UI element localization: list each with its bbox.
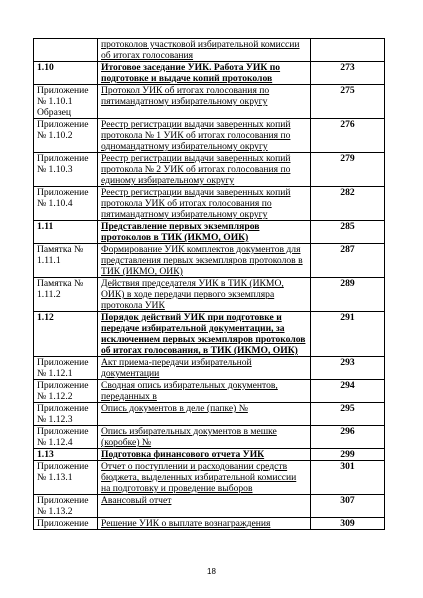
row-page: 287 (311, 244, 385, 278)
section-row (34, 62, 385, 85)
section-row (34, 449, 385, 461)
row-page: 295 (311, 403, 385, 426)
row-page: 291 (311, 312, 385, 357)
row-page: 273 (311, 62, 385, 85)
row-title: Акт приема-передачи избирательной документации (98, 357, 311, 380)
row-title: Опись избирательных документов в мешке (коробке) № (98, 426, 311, 449)
toc-table (33, 38, 385, 530)
row-title: Опись документов в деле (папке) № (98, 403, 311, 426)
row-title: Формирование УИК комплектов документов для представления первых экземпляров протоколов в ТИК (ИКМО, ОИК) (98, 244, 311, 278)
row-code (34, 39, 98, 62)
row-title: Сводная опись избирательных документов, переданных в (98, 380, 311, 403)
row-title: Подготовка финансового отчета УИК (98, 449, 311, 461)
table-row (34, 187, 385, 221)
row-page: 296 (311, 426, 385, 449)
row-page: 282 (311, 187, 385, 221)
row-code: Приложение № 1.10.1 Образец (34, 85, 98, 119)
table-row (34, 426, 385, 449)
row-title: Решение УИК о выплате вознаграждения (98, 518, 311, 530)
row-page: 289 (311, 278, 385, 312)
row-code: 1.13 (34, 449, 98, 461)
row-title: Действия председателя УИК в ТИК (ИКМО, ОИК) в ходе передачи первого экземпляра протокола УИК (98, 278, 311, 312)
row-title: Реестр регистрации выдачи заверенных копий протокола № 1 УИК об итогах голосования по одномандатному избирательному округу (98, 119, 311, 153)
row-page: 309 (311, 518, 385, 530)
row-code: Приложение № 1.12.4 (34, 426, 98, 449)
table-row (34, 85, 385, 119)
row-code: Приложение № 1.12.2 (34, 380, 98, 403)
table-row (34, 357, 385, 380)
row-title: Представление первых экземпляров протоколов в ТИК (ИКМО, ОИК) (98, 221, 311, 244)
row-page: 299 (311, 449, 385, 461)
row-title: протоколов участковой избирательной комиссии об итогах голосования (98, 39, 311, 62)
row-code: Приложение № 1.10.2 (34, 119, 98, 153)
row-page (311, 39, 385, 62)
row-title: Протокол УИК об итогах голосования по пятимандатному избирательному округу (98, 85, 311, 119)
row-title: Авансовый отчет (98, 495, 311, 518)
row-code: Памятка № 1.11.2 (34, 278, 98, 312)
page-number: 18 (207, 567, 216, 576)
row-title: Реестр регистрации выдачи заверенных копий протокола № 2 УИК об итогах голосования по единому избирательному округу (98, 153, 311, 187)
table-row (34, 153, 385, 187)
section-row (34, 221, 385, 244)
row-code: Приложение № 1.10.3 (34, 153, 98, 187)
table-row (34, 244, 385, 278)
row-code: Приложение № 1.10.4 (34, 187, 98, 221)
row-code: Памятка № 1.11.1 (34, 244, 98, 278)
row-title: Порядок действий УИК при подготовке и передаче избирательной документации, за исключением первых экземпляров протоколов об итогах голосования, в ТИК (ИКМО, ОИК) (98, 312, 311, 357)
row-title: Реестр регистрации выдачи заверенных копий протокола УИК об итогах голосования по пятимандатному избирательному округу (98, 187, 311, 221)
row-title: Отчет о поступлении и расходовании средств бюджета, выделенных избирательной комиссии на подготовку и проведение выборов (98, 461, 311, 495)
section-row (34, 312, 385, 357)
toc-body (34, 39, 385, 530)
row-code: 1.11 (34, 221, 98, 244)
row-code: Приложение № 1.12.3 (34, 403, 98, 426)
row-code: Приложение № 1.13.2 (34, 495, 98, 518)
row-page: 301 (311, 461, 385, 495)
table-row (34, 461, 385, 495)
table-row (34, 119, 385, 153)
table-row (34, 39, 385, 62)
row-page: 307 (311, 495, 385, 518)
row-page: 293 (311, 357, 385, 380)
row-page: 294 (311, 380, 385, 403)
row-code: 1.12 (34, 312, 98, 357)
table-row (34, 278, 385, 312)
row-code: Приложение № 1.13.1 (34, 461, 98, 495)
row-page: 279 (311, 153, 385, 187)
row-title: Итоговое заседание УИК. Работа УИК по подготовке и выдаче копий протоколов (98, 62, 311, 85)
table-row (34, 518, 385, 530)
table-row (34, 380, 385, 403)
row-code: Приложение № 1.12.1 (34, 357, 98, 380)
row-page: 275 (311, 85, 385, 119)
table-row (34, 403, 385, 426)
row-code: 1.10 (34, 62, 98, 85)
row-page: 285 (311, 221, 385, 244)
table-row (34, 495, 385, 518)
row-code: Приложение (34, 518, 98, 530)
row-page: 276 (311, 119, 385, 153)
